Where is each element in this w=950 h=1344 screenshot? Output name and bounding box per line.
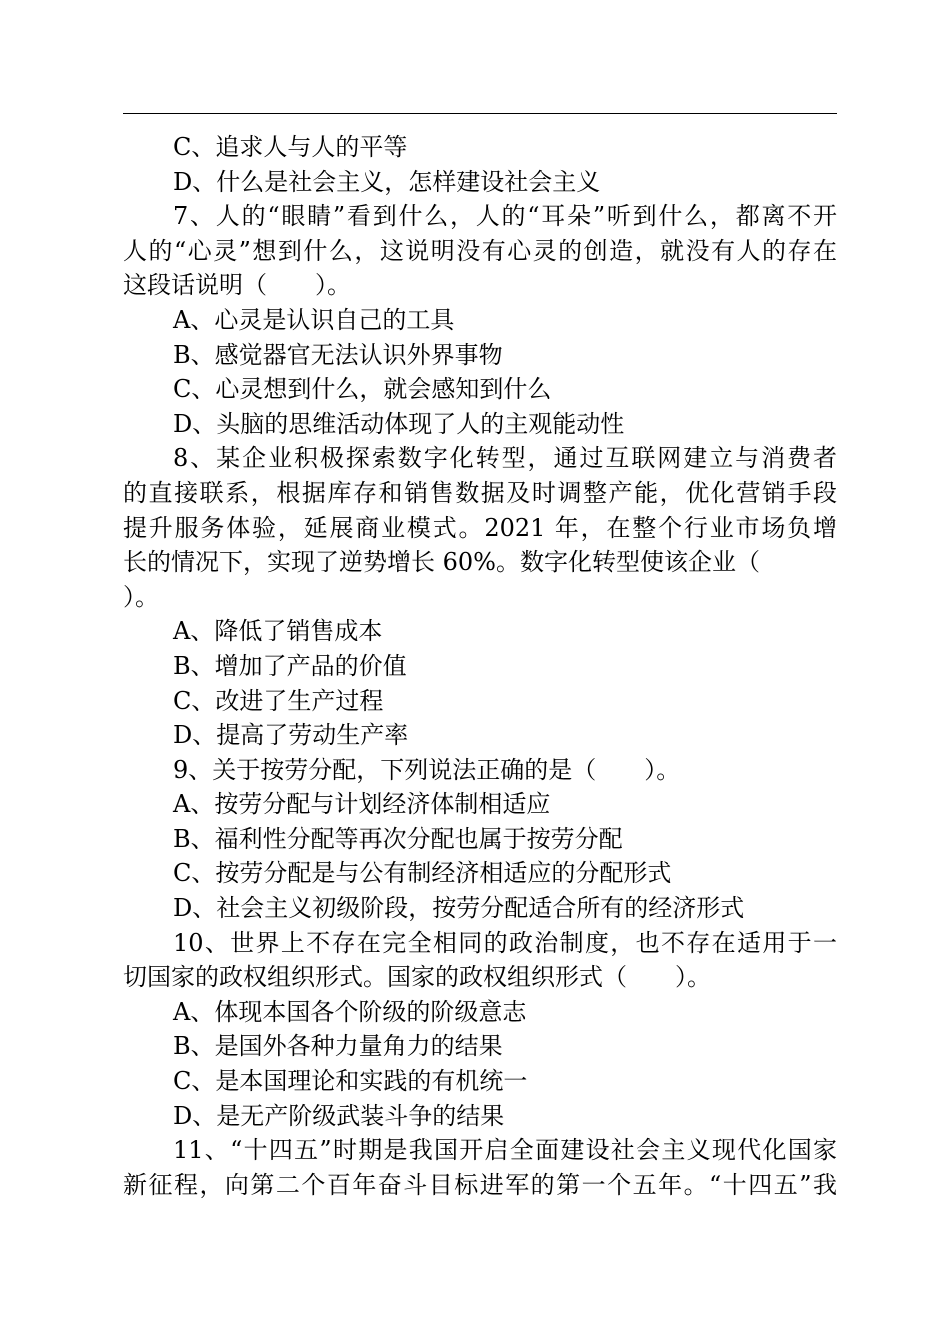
text-line: 切国家的政权组织形式。国家的政权组织形式（ ）。 xyxy=(123,963,711,992)
text-line: C、追求人与人的平等 xyxy=(173,133,408,161)
text-line: 11、“十四五”时期是我国开启全面建设社会主义现代化国家 xyxy=(173,1136,837,1165)
text-line: 提升服务体验，延展商业模式。2021 年，在整个行业市场负增 xyxy=(123,513,837,542)
text-line: B、感觉器官无法认识外界事物 xyxy=(173,340,503,369)
text-line: A、按劳分配与计划经济体制相适应 xyxy=(173,790,551,819)
text-line: B、是国外各种力量角力的结果 xyxy=(173,1032,503,1061)
text-line: 这段话说明（ ）。 xyxy=(123,271,351,300)
text-line: D、社会主义初级阶段，按劳分配适合所有的经济形式 xyxy=(173,894,745,923)
text-line: 10、世界上不存在完全相同的政治制度，也不存在适用于一 xyxy=(173,928,837,957)
text-line: C、是本国理论和实践的有机统一 xyxy=(173,1067,528,1096)
text-line: D、是无产阶级武装斗争的结果 xyxy=(173,1101,505,1130)
text-line: D、什么是社会主义，怎样建设社会主义 xyxy=(173,167,601,196)
text-line: C、改进了生产过程 xyxy=(173,686,384,715)
text-line: 人的“心灵”想到什么，这说明没有心灵的创造，就没有人的存在 xyxy=(123,236,837,265)
text-line: D、提高了劳动生产率 xyxy=(173,721,409,750)
text-line: A、降低了销售成本 xyxy=(173,617,383,646)
header-rule xyxy=(123,113,837,114)
text-line: 8、某企业积极探索数字化转型，通过互联网建立与消费者 xyxy=(173,444,837,473)
text-line: 9、关于按劳分配，下列说法正确的是（ ）。 xyxy=(173,755,681,784)
text-line: 新征程，向第二个百年奋斗目标进军的第一个五年。“十四五”我 xyxy=(123,1170,837,1199)
text-line: A、体现本国各个阶级的阶级意志 xyxy=(173,997,527,1026)
text-line: D、头脑的思维活动体现了人的主观能动性 xyxy=(173,409,625,438)
text-line: 长的情况下，实现了逆势增长 60%。数字化转型使该企业（ xyxy=(123,548,760,577)
text-line: B、福利性分配等再次分配也属于按劳分配 xyxy=(173,824,623,853)
document-body xyxy=(123,130,837,1202)
text-line: C、按劳分配是与公有制经济相适应的分配形式 xyxy=(173,859,672,888)
text-line: 7、人的“眼睛”看到什么，人的“耳朵”听到什么，都离不开 xyxy=(173,202,837,231)
text-line: ）。 xyxy=(123,582,159,611)
text-line: C、心灵想到什么，就会感知到什么 xyxy=(173,375,552,404)
text-line: B、增加了产品的价值 xyxy=(173,651,407,680)
text-line: 的直接联系，根据库存和销售数据及时调整产能，优化营销手段 xyxy=(123,478,837,507)
text-line: A、心灵是认识自己的工具 xyxy=(173,305,455,334)
